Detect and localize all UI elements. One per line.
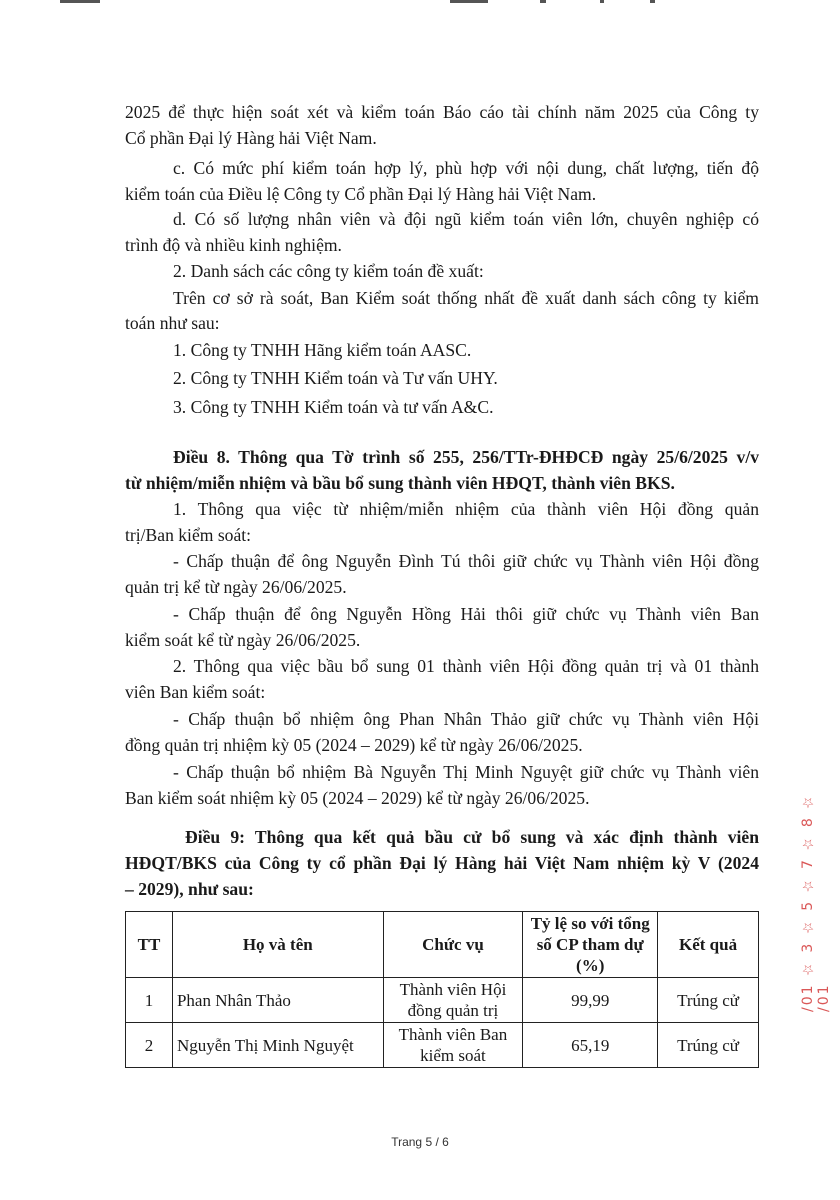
para-13-line-0: - Chấp thuận bổ nhiệm ông Phan Nhân Thảo giữ chức vụ Thành viên Hội [173,709,759,729]
para-4-line-0: Trên cơ sở rà soát, Ban Kiểm soát thống nhất đề xuất danh sách công ty kiểm [173,288,759,308]
red-margin-stamp: /01 ☆ 3 ☆ 5 ☆ 7 ☆ 8 ☆ /01 [800,791,832,1012]
cell-name: Phan Nhân Thảo [172,978,383,1023]
col-header-position: Chức vụ [383,912,523,978]
para-11-line-1: kiểm soát kể từ ngày 26/06/2025. [125,630,361,650]
para-9-line-0: 1. Thông qua việc từ nhiệm/miễn nhiệm của thành viên Hội đồng quản [173,499,759,519]
para-1-line-0: c. Có mức phí kiểm toán hợp lý, phù hợp với nội dung, chất lượng, tiến độ [173,158,759,178]
cell-position: Thành viên Ban kiểm soát [383,1023,523,1068]
para-10-line-0: - Chấp thuận để ông Nguyễn Đình Tú thôi giữ chức vụ Thành viên Hội đồng [173,551,759,571]
election-result-table [125,911,759,1068]
article-9-heading-line-0: Điều 9: Thông qua kết quả bầu cử bổ sung và xác định thành viên [185,827,759,847]
auditor-2: 2. Công ty TNHH Kiểm toán và Tư vấn UHY. [173,368,498,388]
para-14-line-0: - Chấp thuận bổ nhiệm Bà Nguyễn Thị Minh Nguyệt giữ chức vụ Thành viên [173,762,759,782]
cell-tt: 1 [126,978,173,1023]
article-8-heading-line-1: từ nhiệm/miễn nhiệm và bầu bổ sung thành viên HĐQT, thành viên BKS. [125,473,675,493]
para-11-line-0: - Chấp thuận để ông Nguyễn Hồng Hải thôi giữ chức vụ Thành viên Ban [173,604,759,624]
scan-top-marks [0,0,840,6]
cell-position: Thành viên Hội đồng quản trị [383,978,523,1023]
para-0-line-0: 2025 để thực hiện soát xét và kiểm toán Báo cáo tài chính năm 2025 của Công ty [125,102,759,122]
col-header-result: Kết quả [658,912,759,978]
table-header-row [126,912,759,978]
para-10-line-1: quản trị kể từ ngày 26/06/2025. [125,577,347,597]
cell-name: Nguyễn Thị Minh Nguyệt [172,1023,383,1068]
article-8-heading-line-0: Điều 8. Thông qua Tờ trình số 255, 256/TTr-ĐHĐCĐ ngày 25/6/2025 v/v [173,447,759,467]
para-0-line-1: Cổ phần Đại lý Hàng hải Việt Nam. [125,128,377,148]
para-4-line-1: toán như sau: [125,313,220,333]
cell-ratio: 65,19 [523,1023,658,1068]
auditor-1: 1. Công ty TNHH Hãng kiểm toán AASC. [173,340,472,360]
cell-ratio: 99,99 [523,978,658,1023]
para-1-line-1: kiểm toán của Điều lệ Công ty Cổ phần Đại lý Hàng hải Việt Nam. [125,184,597,204]
para-13-line-1: đồng quản trị nhiệm kỳ 05 (2024 – 2029) kể từ ngày 26/06/2025. [125,735,583,755]
para-2-line-0: d. Có số lượng nhân viên và đội ngũ kiểm toán viên lớn, chuyên nghiệp có [173,209,759,229]
article-9-heading-line-2: – 2029), như sau: [125,879,254,899]
para-2-line-1: trình độ và nhiều kinh nghiệm. [125,235,342,255]
cell-tt: 2 [126,1023,173,1068]
para-14-line-1: Ban kiểm soát nhiệm kỳ 05 (2024 – 2029) kể từ ngày 26/06/2025. [125,788,590,808]
cell-result: Trúng cử [658,978,759,1023]
cell-result: Trúng cử [658,1023,759,1068]
para-3-line-0: 2. Danh sách các công ty kiểm toán đề xuất: [173,261,484,281]
col-header-tt: TT [126,912,173,978]
col-header-ratio: Tỷ lệ so với tổng số CP tham dự (%) [523,912,658,978]
table-row [126,1023,759,1068]
article-9-heading-line-1: HĐQT/BKS của Công ty cổ phần Đại lý Hàng hải Việt Nam nhiệm kỳ V (2024 [125,853,759,873]
table-row [126,978,759,1023]
para-12-line-1: viên Ban kiểm soát: [125,682,266,702]
para-9-line-1: trị/Ban kiểm soát: [125,525,252,545]
col-header-name: Họ và tên [172,912,383,978]
auditor-3: 3. Công ty TNHH Kiểm toán và tư vấn A&C. [173,397,494,417]
page-number: Trang 5 / 6 [391,1135,449,1149]
para-12-line-0: 2. Thông qua việc bầu bổ sung 01 thành viên Hội đồng quản trị và 01 thành [173,656,759,676]
